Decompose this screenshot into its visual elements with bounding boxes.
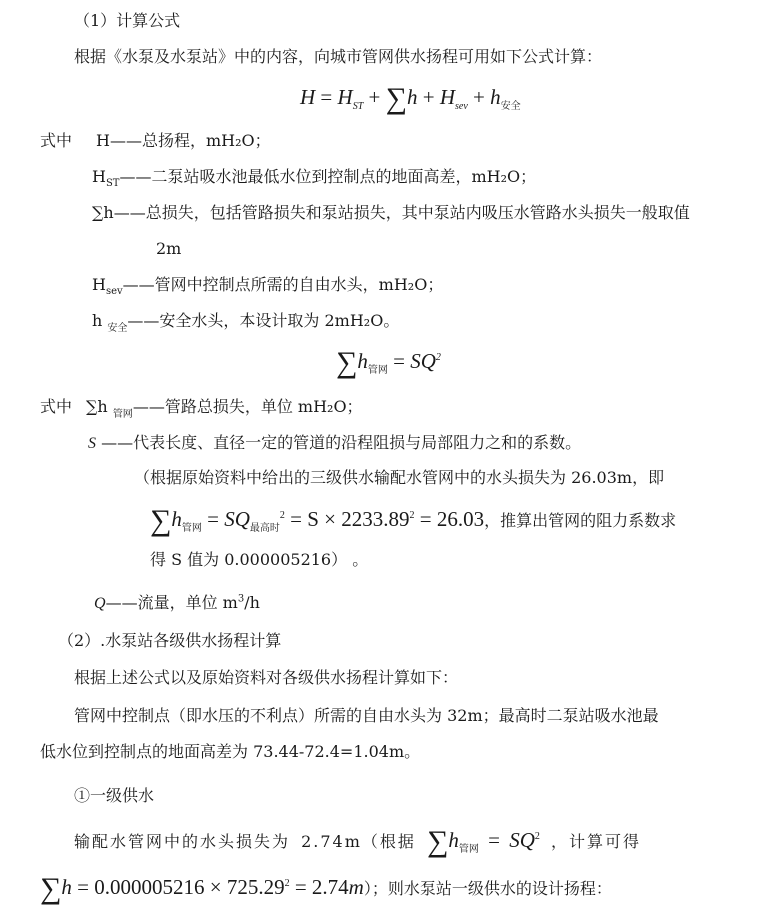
- f1-sub-st: ST: [352, 101, 364, 113]
- f3-value: = 26.03: [414, 507, 485, 531]
- def-Hst-H: H: [92, 167, 106, 186]
- last1-sub: 管网: [458, 844, 479, 855]
- f3-sigma: ∑: [150, 504, 172, 537]
- def-Q-symbol: Q: [94, 595, 106, 612]
- f3-sub: 管网: [181, 523, 202, 534]
- last1-sigma: ∑: [426, 825, 449, 858]
- formula-total-head: [300, 82, 521, 115]
- def-sum-h-line2: 2m: [156, 239, 182, 258]
- shizhong-label: 式中: [40, 131, 73, 150]
- f3-h: h: [171, 507, 182, 531]
- f1-h2: h: [490, 85, 501, 109]
- intro-paragraph: 根据《水泵及水泵站》中的内容，向城市管网供水扬程可用如下公式计算：: [74, 47, 603, 66]
- f3-sup2: 2: [409, 510, 415, 521]
- f1-eq: =: [315, 85, 338, 109]
- def-Hst: [92, 166, 536, 188]
- def-Q-sup: 3: [237, 593, 245, 605]
- def-Q-end: /h: [244, 593, 260, 612]
- paren-line-3: 得 S 值为 0.000005216） 。: [150, 550, 369, 569]
- stage1-line-1: [74, 825, 641, 858]
- def-h-sub: 安全: [107, 323, 128, 334]
- f1-sub-anquan: 安全: [500, 101, 521, 112]
- last1-SQ: SQ: [509, 828, 535, 852]
- section-1-heading: （1）计算公式: [74, 11, 181, 30]
- def-Hst-text: ——二泵站吸水池最低水位到控制点的地面高差，mH₂O；: [119, 167, 537, 186]
- formula-pipe-loss: [336, 346, 441, 379]
- f2-SQ: SQ: [410, 349, 436, 373]
- def-S: [88, 432, 581, 455]
- f2-sigma: ∑: [336, 346, 358, 379]
- last2-eq: = 0.000005216 × 725.29: [71, 875, 285, 899]
- f3-SQ: SQ: [224, 507, 250, 531]
- stage1-text-post: ，计算可得: [550, 832, 641, 851]
- f3-tail: ，推算出管网的阻力系数求: [484, 511, 677, 530]
- def-h-anquan: [92, 310, 399, 335]
- f1-plus: +: [363, 85, 386, 109]
- s2-paragraph-2a: 管网中控制点（即水压的不利点）所需的自由水头为 32m；最高时二泵站吸水池最: [74, 706, 659, 725]
- stage1-line-2: [40, 872, 612, 905]
- def-Hsev-text: ——管网中控制点所需的自由水头，mH₂O；: [122, 275, 444, 294]
- f1-sub-sev: sev: [455, 101, 468, 113]
- paren-line-1: （根据原始资料中给出的三级供水输配水管网中的水头损失为 26.03m，即: [134, 468, 665, 487]
- f3-eq: =: [201, 507, 225, 531]
- f1-plus: +: [467, 85, 491, 109]
- last2-value: = 2.74: [289, 875, 349, 899]
- f1-h: h: [406, 85, 418, 109]
- f1-H: H: [300, 85, 316, 109]
- f3-rest: = S × 2233.89: [284, 507, 410, 531]
- def2-text: ——管路总损失，单位 mH₂O；: [132, 397, 363, 416]
- last1-sup: 2: [534, 831, 540, 842]
- last2-m: m: [348, 875, 364, 899]
- last1-eq: =: [478, 828, 510, 852]
- def-h-text: ——安全水头，本设计取为 2mH₂O。: [127, 311, 400, 330]
- def-h: h: [92, 311, 108, 330]
- f2-sub: 管网: [367, 365, 388, 376]
- f2-h: h: [357, 349, 368, 373]
- def2-sum-h: ∑h: [86, 397, 113, 416]
- f2-sup: 2: [435, 352, 441, 363]
- last2-sup: 2: [284, 878, 290, 889]
- def-H: H——总扬程，mH₂O；: [96, 131, 271, 150]
- f1-sigma: ∑: [385, 82, 407, 115]
- def-sum-h-pipe: [86, 396, 363, 421]
- last2-sigma: ∑: [40, 872, 62, 905]
- last2-h: h: [61, 875, 72, 899]
- def-Q-text: ——流量，单位 m: [105, 593, 238, 612]
- s2-paragraph-2b: 低水位到控制点的地面高差为 73.44-72.4=1.04m。: [40, 742, 421, 761]
- def2-sub: 管网: [112, 409, 133, 420]
- stage1-text-pre: 输配水管网中的水头损失为 2.74m（根据: [74, 832, 416, 851]
- def-S-symbol: S: [88, 435, 96, 452]
- last2-tail: ）；则水泵站一级供水的设计扬程：: [363, 879, 612, 898]
- def-Q: [94, 592, 260, 615]
- def-Hst-sub: ST: [105, 178, 120, 190]
- f1-H2: H: [337, 85, 353, 109]
- shizhong-label-2: 式中: [40, 397, 73, 416]
- def-Hsev-H: H: [92, 275, 106, 294]
- s2-paragraph-1: 根据上述公式以及原始资料对各级供水扬程计算如下：: [74, 668, 459, 687]
- f3-sup: 2: [279, 510, 285, 521]
- def-Hsev-sub: sev: [105, 286, 123, 298]
- def-sum-h-line1: ∑h——总损失，包括管路损失和泵站损失，其中泵站内吸压水管路水头损失一般取值: [92, 203, 690, 222]
- f1-H3: H: [439, 85, 455, 109]
- last1-h: h: [448, 828, 459, 852]
- formula-s-calc: [150, 504, 677, 537]
- section-2-heading: （2）.水泵站各级供水扬程计算: [58, 631, 282, 650]
- f1-plus: +: [417, 85, 440, 109]
- def-S-text: ——代表长度、直径一定的管道的沿程阻损与局部阻力之和的系数。: [96, 433, 582, 452]
- stage-1-heading: ①一级供水: [74, 786, 155, 805]
- f3-sub-max: 最高时: [249, 523, 280, 534]
- f2-eq: =: [387, 349, 411, 373]
- def-Hsev: [92, 274, 443, 296]
